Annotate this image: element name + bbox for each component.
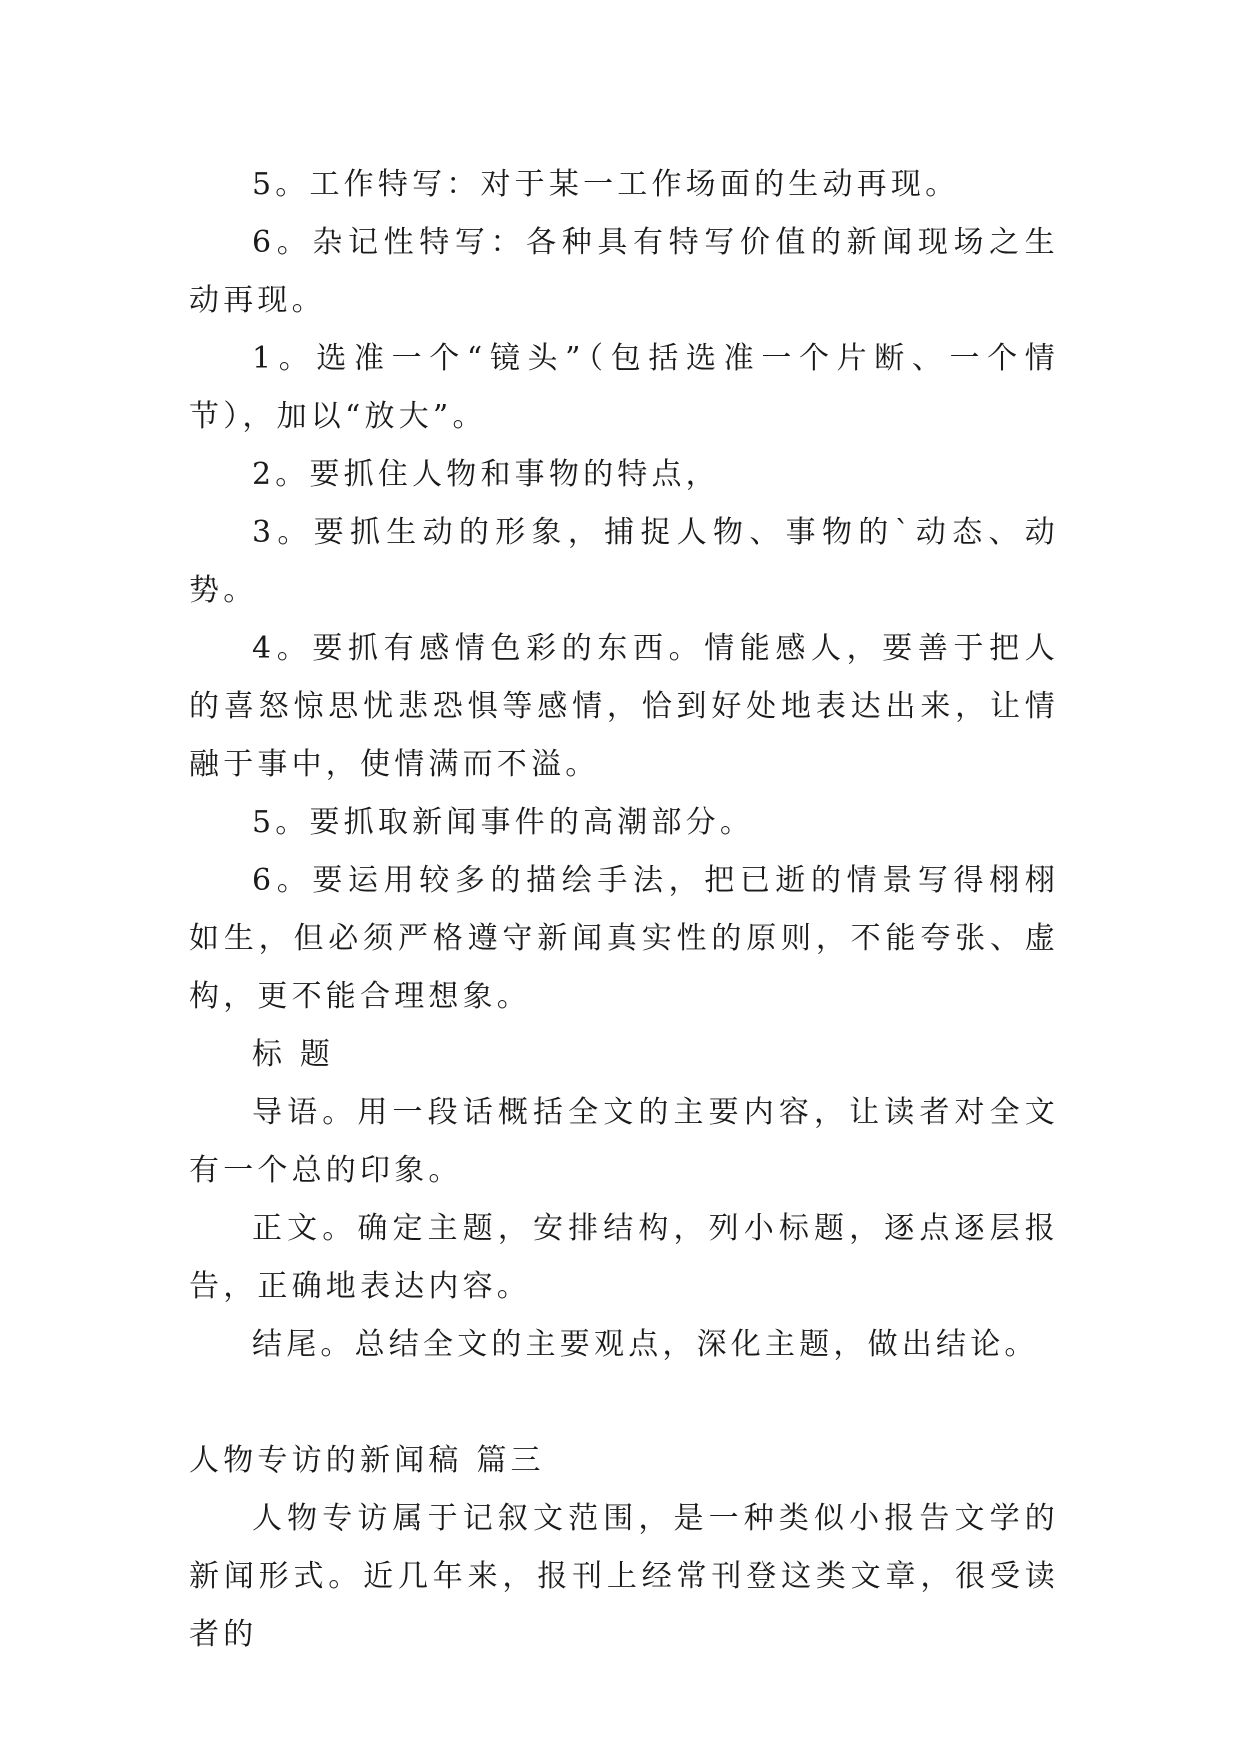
paragraph-climax: 5。要抓取新闻事件的高潮部分。 bbox=[252, 805, 755, 840]
paragraph-work-feature: 5。工作特写：对于某一工作场面的生动再现。 bbox=[252, 167, 960, 202]
paragraph-body: 正文。确定主题，安排结构，列小标题，逐点逐层报告，正确地表达内容。 bbox=[189, 1211, 1059, 1304]
paragraph-grasp-characteristics: 2。要抓住人物和事物的特点， bbox=[252, 457, 720, 492]
paragraph-title: 标 题 bbox=[252, 1037, 335, 1072]
paragraph-vivid-image: 3。要抓生动的形象，捕捉人物、事物的`动态、动势。 bbox=[189, 515, 1059, 608]
paragraph-emotional-color: 4。要抓有感情色彩的东西。情能感人，要善于把人的喜怒惊思忧悲恐惧等感情，恰到好处地表达出来，让情融于事中，使情满而不溢。 bbox=[189, 631, 1059, 782]
paragraph-ending: 结尾。总结全文的主要观点，深化主题，做出结论。 bbox=[252, 1327, 1039, 1362]
paragraph-description-techniques: 6。要运用较多的描绘手法，把已逝的情景写得栩栩如生，但必须严格遵守新闻真实性的原则，不能夸张、虚构，更不能合理想象。 bbox=[189, 863, 1059, 1014]
paragraph-lead: 导语。用一段话概括全文的主要内容，让读者对全文有一个总的印象。 bbox=[189, 1095, 1059, 1188]
document-body bbox=[189, 156, 1059, 1664]
paragraph-interview-intro: 人物专访属于记叙文范围，是一种类似小报告文学的新闻形式。近几年来，报刊上经常刊登这类文章，很受读者的 bbox=[189, 1501, 1059, 1652]
paragraph-select-shot: 1。选准一个“镜头”（包括选准一个片断、一个情节），加以“放大”。 bbox=[189, 341, 1059, 434]
section-heading: 人物专访的新闻稿 篇三 bbox=[189, 1443, 545, 1478]
paragraph-miscellaneous-feature: 6。杂记性特写：各种具有特写价值的新闻现场之生动再现。 bbox=[189, 225, 1059, 318]
